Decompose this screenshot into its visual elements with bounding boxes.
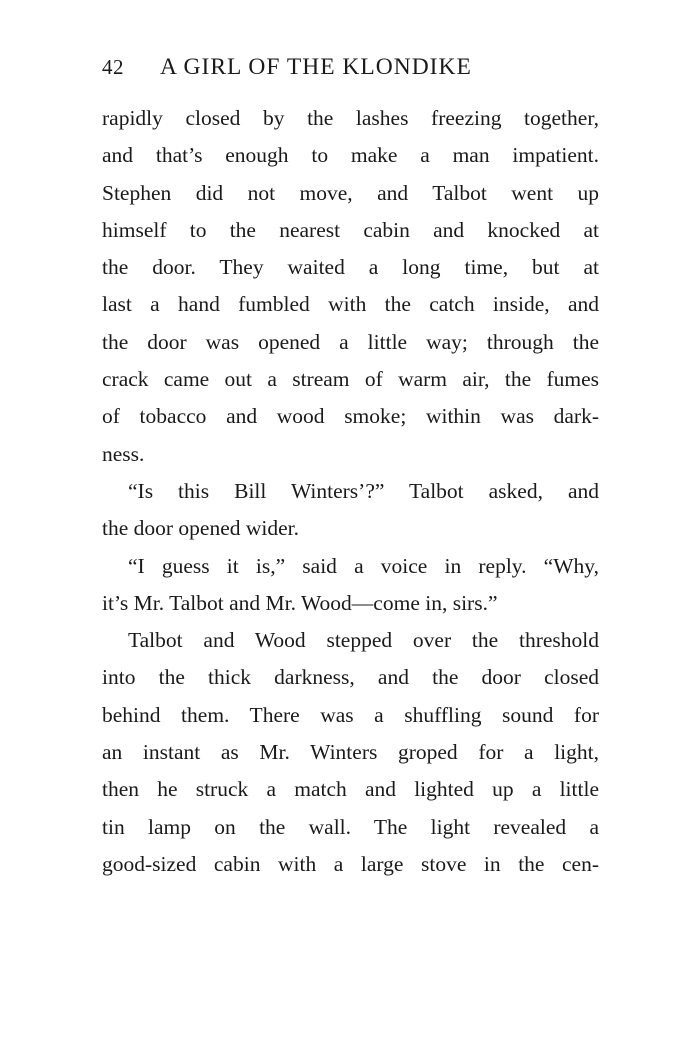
text-line: into the thick darkness, and the door closed [102, 665, 599, 690]
text-line: an instant as Mr. Winters groped for a light, [102, 740, 599, 765]
text-line: of tobacco and wood smoke; within was dark- [102, 404, 599, 429]
text-line: “I guess it is,” said a voice in reply. “Why, [128, 553, 599, 578]
text-line: rapidly closed by the lashes freezing together, [102, 106, 599, 130]
text-line: tin lamp on the wall. The light revealed a [102, 814, 599, 839]
paragraph-end-line: it’s Mr. Talbot and Mr. Wood—come in, sirs.” [102, 590, 498, 615]
text-line: the door was opened a little way; through the [102, 329, 599, 354]
text-line: last a hand fumbled with the catch inside, and [102, 292, 599, 317]
text-line: the door. They waited a long time, but at [102, 255, 599, 280]
body-text [102, 100, 599, 883]
text-line: good-sized cabin with a large stove in the cen- [102, 851, 599, 876]
text-line: crack came out a stream of warm air, the fumes [102, 367, 599, 392]
page-number: 42 [102, 55, 124, 79]
text-line: behind them. There was a shuffling sound for [102, 702, 599, 727]
book-title: A GIRL OF THE KLONDIKE [160, 54, 472, 80]
text-line: Talbot and Wood stepped over the threshold [128, 628, 599, 653]
text-line: and that’s enough to make a man impatient. [102, 143, 599, 168]
text-line: Stephen did not move, and Talbot went up [102, 180, 599, 205]
text-line: “Is this Bill Winters’?” Talbot asked, and [128, 478, 599, 503]
paragraph-end-line: ness. [102, 441, 145, 466]
running-head [102, 52, 600, 82]
text-line: himself to the nearest cabin and knocked at [102, 217, 599, 242]
text-line: then he struck a match and lighted up a little [102, 777, 599, 802]
paragraph-end-line: the door opened wider. [102, 516, 300, 541]
